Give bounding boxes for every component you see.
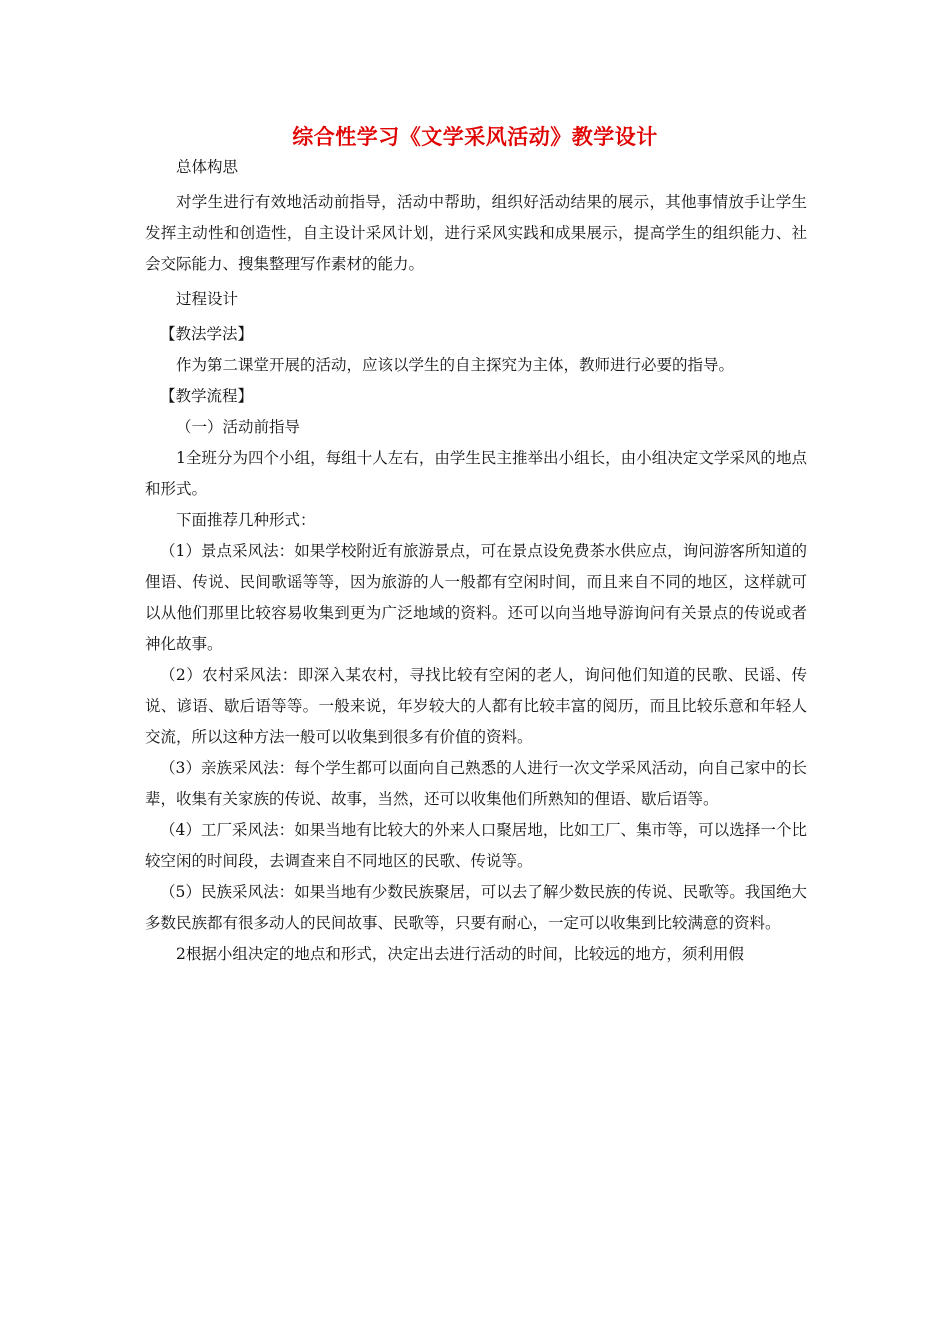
paragraph-step-1: 1全班分为四个小组，每组十人左右，由学生民主推举出小组长，由小组决定文学采风的地点和形式。 (145, 449, 807, 498)
paragraph-overall-concept: 对学生进行有效地活动前指导，活动中帮助，组织好活动结果的展示，其他事情放手让学生发挥主动性和创造性，自主设计采风计划，进行采风实践和成果展示，提高学生的组织能力、社会交际能力、搜集整理写作素材的能力。 (145, 193, 807, 273)
paragraph-recommended-forms: 下面推荐几种形式： (176, 511, 316, 529)
paragraph-form-factory: （4）工厂采风法：如果当地有比较大的外来人口聚居地，比如工厂、集市等，可以选择一个比较空闲的时间段，去调查来自不同地区的民歌、传说等。 (145, 821, 807, 870)
section-heading-process-design: 过程设计 (176, 290, 239, 308)
paragraph-form-ethnic: （5）民族采风法：如果当地有少数民族聚居，可以去了解少数民族的传说、民歌等。我国绝大多数民族都有很多动人的民间故事、民歌等，只要有耐心，一定可以收集到比较满意的资料。 (145, 883, 807, 932)
section-heading-teaching-process: 【教学流程】 (160, 387, 254, 405)
paragraph-form-village: （2）农村采风法：即深入某农村，寻找比较有空闲的老人，询问他们知道的民歌、民谣、传说、谚语、歇后语等等。一般来说，年岁较大的人都有比较丰富的阅历，而且比较乐意和年轻人交流，所以这种方法一般可以收集到很多有价值的资料。 (145, 666, 807, 746)
document-body (145, 152, 807, 970)
section-heading-overall-concept: 总体构思 (176, 158, 239, 176)
paragraph-form-scenic-spot: （1）景点采风法：如果学校附近有旅游景点，可在景点设免费茶水供应点，询问游客所知道的俚语、传说、民间歌谣等等，因为旅游的人一般都有空闲时间，而且来自不同的地区，这样就可以从他们那里比较容易收集到更为广泛地域的资料。还可以向当地导游询问有关景点的传说或者神化故事。 (145, 542, 807, 653)
subheading-pre-activity-guidance: （一）活动前指导 (176, 418, 301, 436)
paragraph-form-relatives: （3）亲族采风法：每个学生都可以面向自己熟悉的人进行一次文学采风活动，向自己家中的长辈，收集有关家族的传说、故事，当然，还可以收集他们所熟知的俚语、歇后语等。 (145, 759, 807, 808)
paragraph-step-2: 2根据小组决定的地点和形式，决定出去进行活动的时间，比较远的地方，须利用假 (176, 945, 744, 963)
document-title: 综合性学习《文学采风活动》教学设计 (292, 124, 658, 149)
paragraph-teaching-methods: 作为第二课堂开展的活动，应该以学生的自主探究为主体，教师进行必要的指导。 (176, 356, 735, 374)
section-heading-teaching-methods: 【教法学法】 (160, 325, 254, 343)
